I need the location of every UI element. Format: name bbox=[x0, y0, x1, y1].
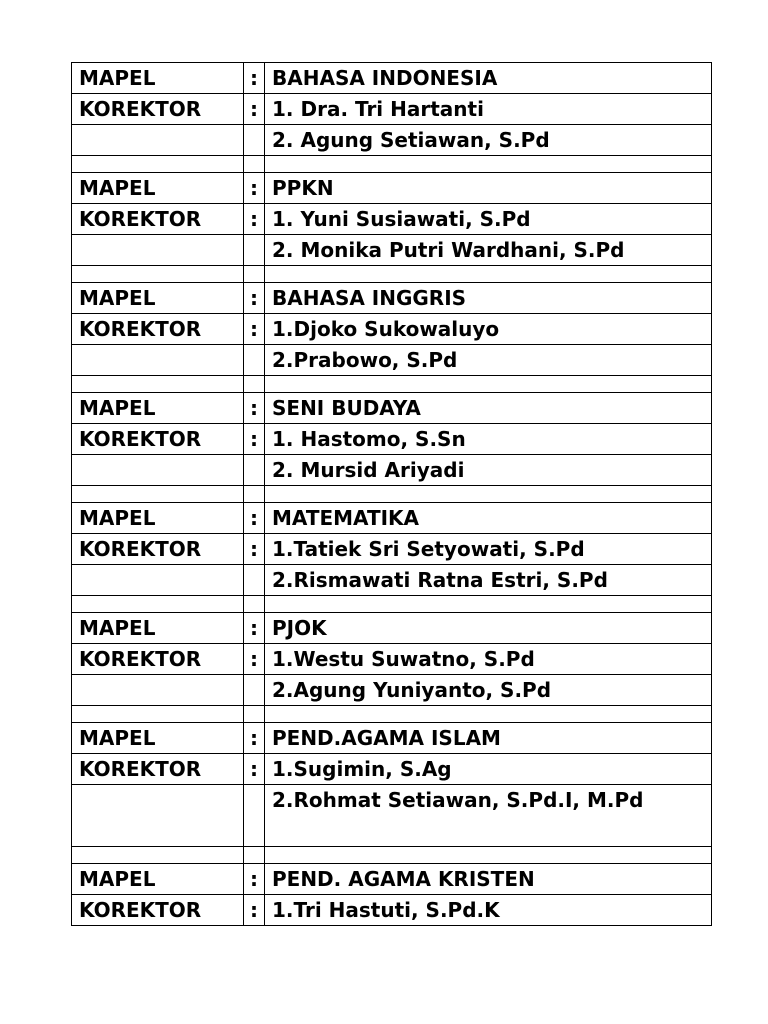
korektor-name-1: 1.Westu Suwatno, S.Pd bbox=[265, 644, 712, 675]
korektor-label: KOREKTOR bbox=[72, 644, 244, 675]
korektor-separator: : bbox=[244, 534, 265, 565]
mapel-separator: : bbox=[244, 173, 265, 204]
korektor-row bbox=[72, 895, 712, 926]
empty-cell bbox=[72, 125, 244, 156]
korektor-name-1: 1.Tatiek Sri Setyowati, S.Pd bbox=[265, 534, 712, 565]
mapel-value: PJOK bbox=[265, 613, 712, 644]
korektor-row-2 bbox=[72, 125, 712, 156]
spacer-row bbox=[72, 486, 712, 503]
mapel-separator: : bbox=[244, 613, 265, 644]
empty-cell bbox=[72, 345, 244, 376]
korektor-label: KOREKTOR bbox=[72, 534, 244, 565]
korektor-table-body bbox=[72, 63, 712, 926]
korektor-name-2: 2.Prabowo, S.Pd bbox=[265, 345, 712, 376]
empty-cell bbox=[244, 486, 265, 503]
korektor-separator: : bbox=[244, 94, 265, 125]
korektor-label: KOREKTOR bbox=[72, 424, 244, 455]
empty-cell bbox=[244, 847, 265, 864]
korektor-name-2: 2. Monika Putri Wardhani, S.Pd bbox=[265, 235, 712, 266]
mapel-row bbox=[72, 283, 712, 314]
mapel-label: MAPEL bbox=[72, 864, 244, 895]
korektor-label: KOREKTOR bbox=[72, 754, 244, 785]
korektor-separator: : bbox=[244, 644, 265, 675]
korektor-row bbox=[72, 754, 712, 785]
korektor-row-2 bbox=[72, 455, 712, 486]
spacer-row bbox=[72, 596, 712, 613]
korektor-row-2 bbox=[72, 785, 712, 847]
korektor-name-1: 1. Dra. Tri Hartanti bbox=[265, 94, 712, 125]
mapel-value: BAHASA INDONESIA bbox=[265, 63, 712, 94]
empty-cell bbox=[265, 266, 712, 283]
mapel-separator: : bbox=[244, 723, 265, 754]
empty-cell bbox=[72, 596, 244, 613]
mapel-row bbox=[72, 393, 712, 424]
mapel-separator: : bbox=[244, 864, 265, 895]
mapel-separator: : bbox=[244, 63, 265, 94]
korektor-name-2: 2. Agung Setiawan, S.Pd bbox=[265, 125, 712, 156]
empty-cell bbox=[265, 596, 712, 613]
empty-cell bbox=[72, 785, 244, 847]
empty-cell bbox=[265, 847, 712, 864]
korektor-row bbox=[72, 644, 712, 675]
korektor-table bbox=[71, 62, 712, 926]
korektor-label: KOREKTOR bbox=[72, 314, 244, 345]
empty-cell bbox=[244, 565, 265, 596]
empty-cell bbox=[244, 675, 265, 706]
mapel-separator: : bbox=[244, 393, 265, 424]
mapel-row bbox=[72, 723, 712, 754]
empty-cell bbox=[72, 675, 244, 706]
korektor-row bbox=[72, 204, 712, 235]
spacer-row bbox=[72, 376, 712, 393]
empty-cell bbox=[265, 486, 712, 503]
korektor-name-2: 2.Agung Yuniyanto, S.Pd bbox=[265, 675, 712, 706]
korektor-separator: : bbox=[244, 424, 265, 455]
korektor-row bbox=[72, 424, 712, 455]
empty-cell bbox=[244, 455, 265, 486]
empty-cell bbox=[244, 345, 265, 376]
spacer-row bbox=[72, 156, 712, 173]
korektor-name-1: 1.Sugimin, S.Ag bbox=[265, 754, 712, 785]
mapel-value: PPKN bbox=[265, 173, 712, 204]
empty-cell bbox=[265, 706, 712, 723]
spacer-row bbox=[72, 847, 712, 864]
mapel-row bbox=[72, 864, 712, 895]
korektor-name-1: 1. Yuni Susiawati, S.Pd bbox=[265, 204, 712, 235]
korektor-row bbox=[72, 314, 712, 345]
empty-cell bbox=[72, 706, 244, 723]
mapel-row bbox=[72, 63, 712, 94]
empty-cell bbox=[244, 376, 265, 393]
korektor-row-2 bbox=[72, 345, 712, 376]
empty-cell bbox=[72, 376, 244, 393]
mapel-separator: : bbox=[244, 283, 265, 314]
mapel-label: MAPEL bbox=[72, 503, 244, 534]
mapel-value: PEND.AGAMA ISLAM bbox=[265, 723, 712, 754]
mapel-label: MAPEL bbox=[72, 173, 244, 204]
mapel-value: BAHASA INGGRIS bbox=[265, 283, 712, 314]
empty-cell bbox=[244, 235, 265, 266]
empty-cell bbox=[244, 706, 265, 723]
korektor-name-1: 1.Tri Hastuti, S.Pd.K bbox=[265, 895, 712, 926]
mapel-label: MAPEL bbox=[72, 393, 244, 424]
empty-cell bbox=[72, 847, 244, 864]
mapel-value: MATEMATIKA bbox=[265, 503, 712, 534]
empty-cell bbox=[244, 596, 265, 613]
empty-cell bbox=[244, 266, 265, 283]
korektor-label: KOREKTOR bbox=[72, 204, 244, 235]
empty-cell bbox=[72, 486, 244, 503]
korektor-separator: : bbox=[244, 204, 265, 235]
korektor-label: KOREKTOR bbox=[72, 94, 244, 125]
spacer-row bbox=[72, 706, 712, 723]
mapel-label: MAPEL bbox=[72, 63, 244, 94]
korektor-row bbox=[72, 534, 712, 565]
korektor-row-2 bbox=[72, 235, 712, 266]
korektor-separator: : bbox=[244, 314, 265, 345]
empty-cell bbox=[244, 785, 265, 847]
empty-cell bbox=[72, 266, 244, 283]
korektor-separator: : bbox=[244, 895, 265, 926]
korektor-name-1: 1.Djoko Sukowaluyo bbox=[265, 314, 712, 345]
korektor-name-2: 2.Rohmat Setiawan, S.Pd.I, M.Pd bbox=[265, 785, 712, 847]
mapel-row bbox=[72, 173, 712, 204]
spacer-row bbox=[72, 266, 712, 283]
empty-cell bbox=[265, 156, 712, 173]
mapel-value: SENI BUDAYA bbox=[265, 393, 712, 424]
mapel-value: PEND. AGAMA KRISTEN bbox=[265, 864, 712, 895]
empty-cell bbox=[72, 455, 244, 486]
mapel-separator: : bbox=[244, 503, 265, 534]
mapel-row bbox=[72, 613, 712, 644]
empty-cell bbox=[72, 565, 244, 596]
empty-cell bbox=[244, 156, 265, 173]
korektor-name-2: 2.Rismawati Ratna Estri, S.Pd bbox=[265, 565, 712, 596]
empty-cell bbox=[72, 235, 244, 266]
korektor-row-2 bbox=[72, 675, 712, 706]
korektor-row bbox=[72, 94, 712, 125]
korektor-name-1: 1. Hastomo, S.Sn bbox=[265, 424, 712, 455]
mapel-label: MAPEL bbox=[72, 723, 244, 754]
mapel-row bbox=[72, 503, 712, 534]
korektor-row-2 bbox=[72, 565, 712, 596]
empty-cell bbox=[265, 376, 712, 393]
korektor-separator: : bbox=[244, 754, 265, 785]
empty-cell bbox=[244, 125, 265, 156]
korektor-name-2: 2. Mursid Ariyadi bbox=[265, 455, 712, 486]
mapel-label: MAPEL bbox=[72, 613, 244, 644]
empty-cell bbox=[72, 156, 244, 173]
mapel-label: MAPEL bbox=[72, 283, 244, 314]
korektor-label: KOREKTOR bbox=[72, 895, 244, 926]
